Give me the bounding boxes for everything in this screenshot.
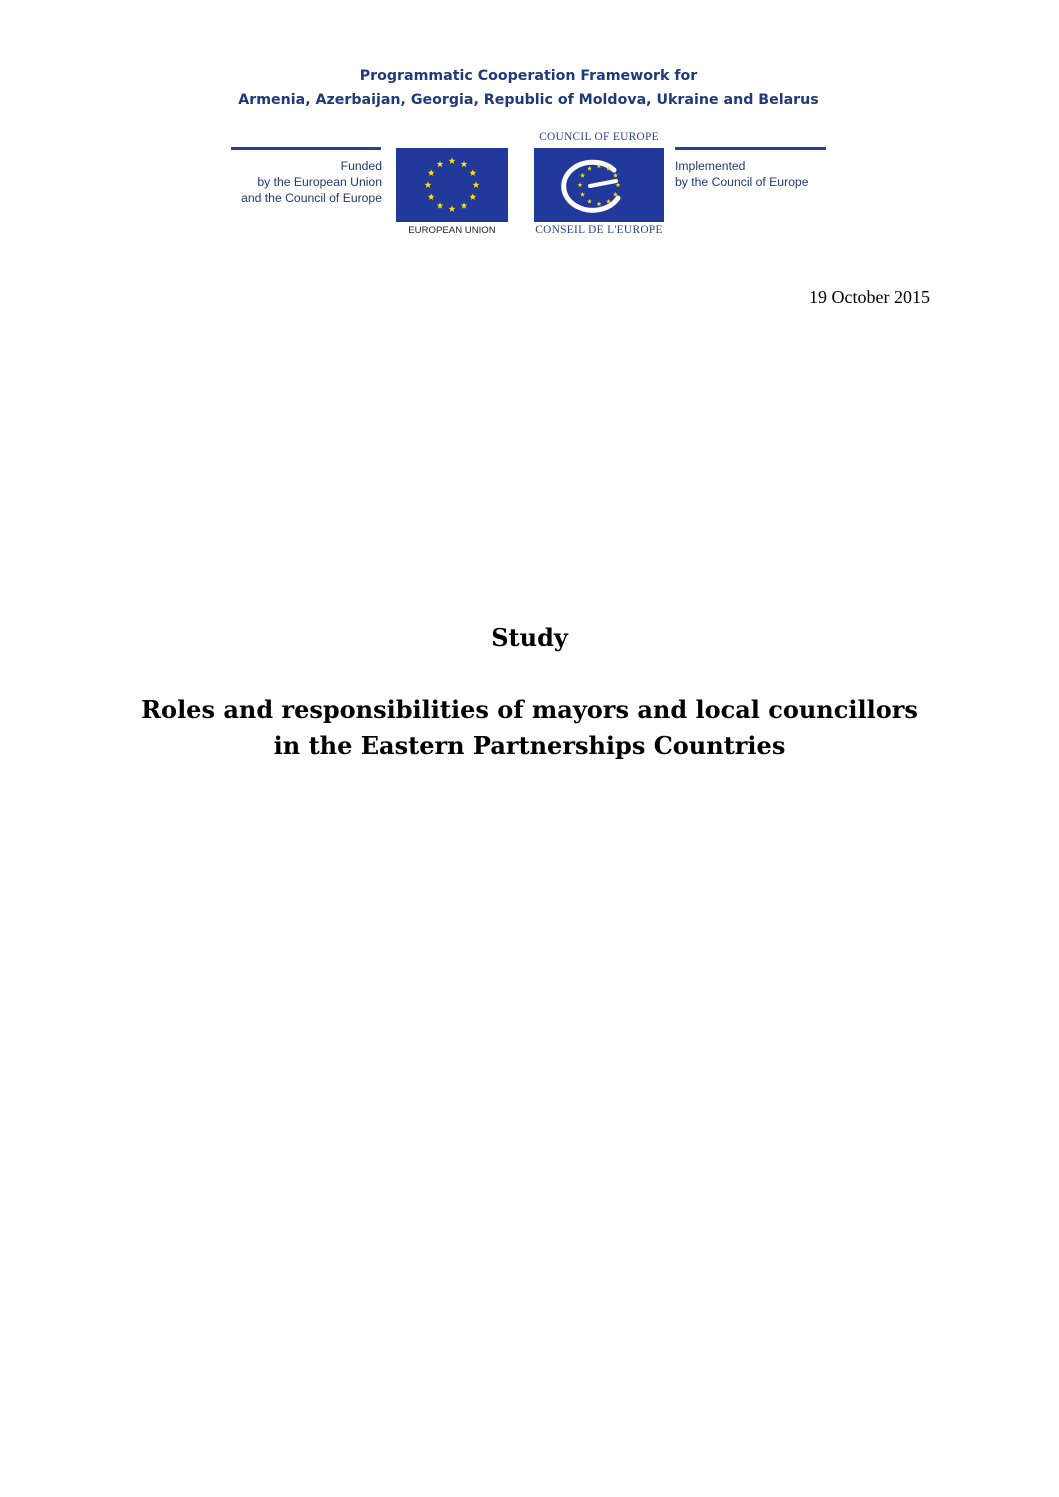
- funded-line: by the European Union: [257, 175, 382, 189]
- document-type-label: Study: [491, 623, 568, 652]
- banner-title-line-2: Armenia, Azerbaijan, Georgia, Republic of Moldova, Ukraine and Belarus: [238, 92, 819, 108]
- implemented-by-text: [675, 158, 808, 190]
- star-icon: [437, 161, 444, 168]
- star-icon: [428, 193, 435, 200]
- star-icon: [469, 193, 476, 200]
- star-icon: [578, 182, 583, 187]
- funded-by-text: [241, 158, 382, 206]
- star-icon: [428, 169, 435, 176]
- banner-title-line-1: Programmatic Cooperation Framework for: [359, 68, 698, 84]
- coe-name-french: CONSEIL DE L'EUROPE: [535, 224, 663, 236]
- eu-flag-icon: [396, 148, 508, 222]
- council-of-europe-logo-icon: [534, 148, 664, 222]
- implemented-line: by the Council of Europe: [675, 175, 809, 189]
- eu-caption: EUROPEAN UNION: [408, 225, 496, 236]
- star-icon: [613, 173, 618, 178]
- star-icon: [616, 182, 621, 187]
- star-icon: [473, 181, 480, 188]
- funding-banner: [231, 58, 826, 240]
- star-icon: [587, 166, 592, 171]
- left-divider: [231, 147, 381, 150]
- star-icon: [580, 192, 585, 197]
- star-icon: [449, 157, 456, 164]
- funded-line: Funded: [340, 159, 382, 173]
- document-title-line-2: in the Eastern Partnerships Countries: [273, 731, 786, 760]
- right-divider: [675, 147, 826, 150]
- star-icon: [449, 205, 456, 212]
- star-icon: [461, 161, 468, 168]
- star-icon: [425, 181, 432, 188]
- star-icon: [437, 202, 444, 209]
- star-icon: [580, 173, 585, 178]
- document-title-line-1: Roles and responsibilities of mayors and local councillors: [141, 695, 918, 724]
- star-icon: [597, 201, 602, 206]
- coe-name-english: COUNCIL OF EUROPE: [539, 131, 659, 143]
- implemented-line: Implemented: [675, 159, 746, 173]
- document-title: [0, 692, 1059, 764]
- star-icon: [469, 169, 476, 176]
- document-date: 19 October 2015: [809, 287, 930, 307]
- star-icon: [461, 202, 468, 209]
- funded-line: and the Council of Europe: [241, 191, 382, 205]
- star-icon: [587, 199, 592, 204]
